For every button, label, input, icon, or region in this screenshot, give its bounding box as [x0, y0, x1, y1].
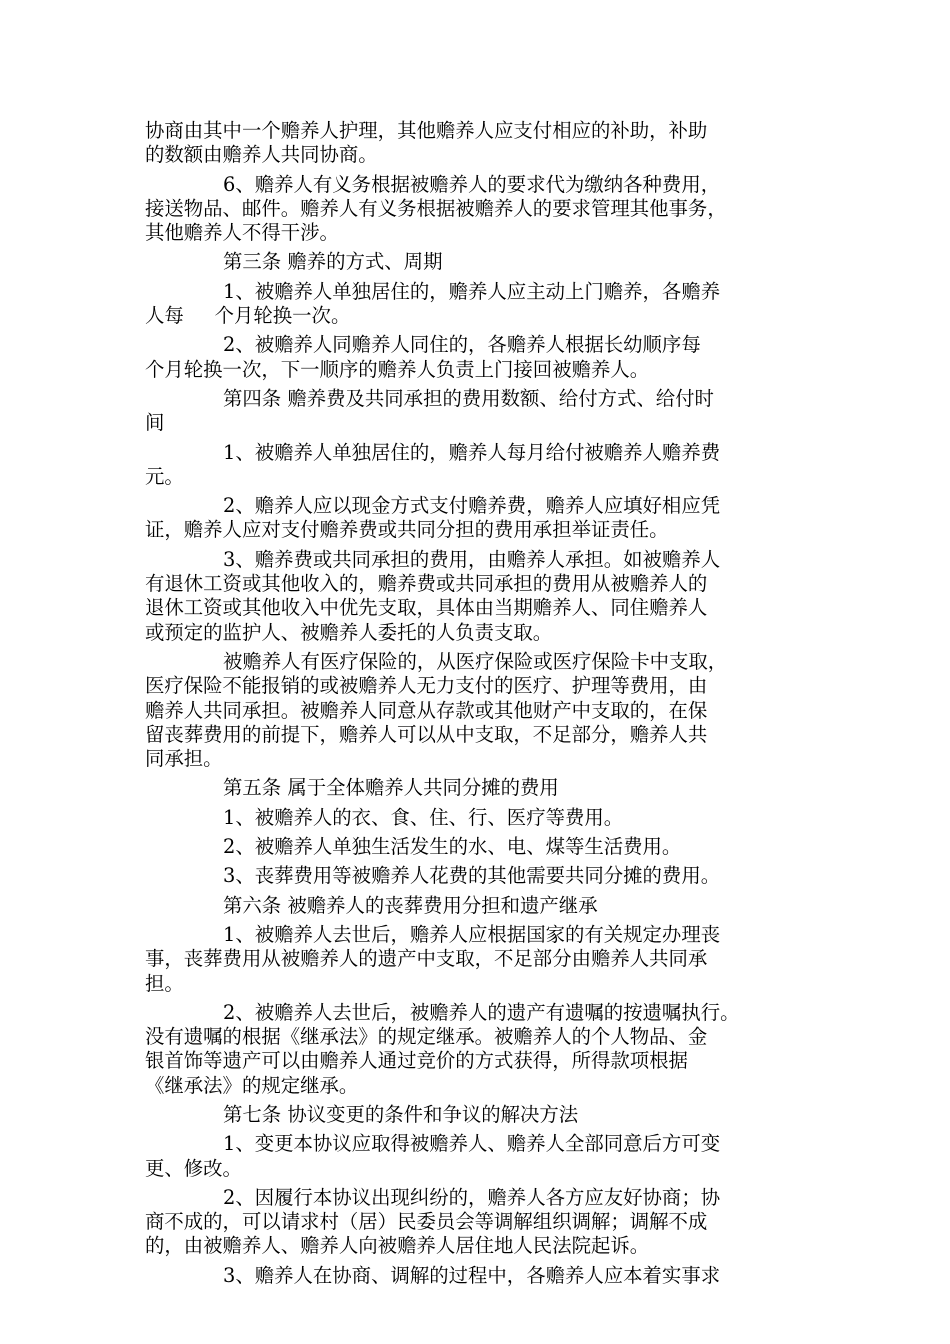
text-line: 的数额由赡养人共同协商。 — [145, 143, 378, 167]
section-heading: 第四条 赡养费及共同承担的费用数额、给付方式、给付时 — [223, 386, 714, 410]
text-line: 被赡养人有医疗保险的，从医疗保险或医疗保险卡中支取， — [223, 649, 728, 673]
text-line: 接送物品、邮件。赡养人有义务根据被赡养人的要求管理其他事务， — [145, 196, 727, 220]
text-line: 2、被赡养人同赡养人同住的，各赡养人根据长幼顺序每 — [223, 333, 701, 357]
text-line: 其他赡养人不得干涉。 — [145, 221, 339, 245]
section-heading: 第五条 属于全体赡养人共同分摊的费用 — [223, 776, 559, 800]
text-line: 退休工资或其他收入中优先支取，具体由当期赡养人、同住赡养人 — [145, 596, 708, 620]
text-line: 2、被赡养人去世后，被赡养人的遗产有遗嘱的按遗嘱执行。 — [223, 1000, 740, 1024]
text-line: 1、被赡养人的衣、食、住、行、医疗等费用。 — [223, 805, 624, 829]
text-line: 有退休工资或其他收入的，赡养费或共同承担的费用从被赡养人的 — [145, 572, 708, 596]
text-line: 1、被赡养人单独居住的，赡养人应主动上门赡养，各赡养 — [223, 279, 721, 303]
text-line: 《继承法》的规定继承。 — [145, 1073, 359, 1097]
text-line: 人每 个月轮换一次。 — [145, 304, 351, 328]
text-line: 证，赡养人应对支付赡养费或共同分担的费用承担举证责任。 — [145, 518, 669, 542]
text-line: 或预定的监护人、被赡养人委托的人负责支取。 — [145, 620, 553, 644]
section-heading: 第七条 协议变更的条件和争议的解决方法 — [223, 1102, 579, 1126]
text-line: 担。 — [145, 971, 184, 995]
document-body — [145, 119, 825, 1288]
text-line: 2、赡养人应以现金方式支付赡养费，赡养人应填好相应凭 — [223, 494, 721, 518]
text-line: 2、被赡养人单独生活发生的水、电、煤等生活费用。 — [223, 835, 682, 859]
text-line: 3、赡养人在协商、调解的过程中，各赡养人应本着实事求 — [223, 1263, 721, 1287]
text-line: 协商由其中一个赡养人护理，其他赡养人应支付相应的补助，补助 — [145, 119, 708, 142]
text-line: 间 — [145, 411, 165, 435]
text-line: 同承担。 — [145, 747, 223, 771]
text-line: 2、因履行本协议出现纠纷的，赡养人各方应友好协商；协 — [223, 1185, 721, 1209]
text-line: 更、修改。 — [145, 1156, 242, 1180]
text-line: 银首饰等遗产可以由赡养人通过竞价的方式获得，所得款项根据 — [145, 1049, 688, 1073]
section-heading: 第六条 被赡养人的丧葬费用分担和遗产继承 — [223, 893, 598, 917]
text-line: 6、赡养人有义务根据被赡养人的要求代为缴纳各种费用， — [223, 172, 721, 196]
text-line: 留丧葬费用的前提下，赡养人可以从中支取，不足部分，赡养人共 — [145, 722, 708, 746]
text-line: 1、被赡养人单独居住的，赡养人每月给付被赡养人赡养费 — [223, 440, 721, 464]
text-line: 医疗保险不能报销的或被赡养人无力支付的医疗、护理等费用，由 — [145, 674, 708, 698]
text-line: 事，丧葬费用从被赡养人的遗产中支取，不足部分由赡养人共同承 — [145, 947, 708, 971]
text-line: 1、变更本协议应取得被赡养人、赡养人全部同意后方可变 — [223, 1132, 721, 1156]
text-line: 赡养人共同承担。被赡养人同意从存款或其他财产中支取的，在保 — [145, 698, 708, 722]
text-line: 没有遗嘱的根据《继承法》的规定继承。被赡养人的个人物品、金 — [145, 1025, 708, 1049]
section-heading: 第三条 赡养的方式、周期 — [223, 250, 443, 274]
text-line: 3、赡养费或共同承担的费用，由赡养人承担。如被赡养人 — [223, 547, 721, 571]
text-line: 1、被赡养人去世后，赡养人应根据国家的有关规定办理丧 — [223, 922, 721, 946]
text-line: 商不成的，可以请求村（居）民委员会等调解组织调解；调解不成 — [145, 1210, 708, 1234]
text-line: 的，由被赡养人、赡养人向被赡养人居住地人民法院起诉。 — [145, 1234, 650, 1258]
text-line: 个月轮换一次，下一顺序的赡养人负责上门接回被赡养人。 — [145, 357, 650, 381]
text-line: 元。 — [145, 464, 184, 488]
text-line: 3、丧葬费用等被赡养人花费的其他需要共同分摊的费用。 — [223, 864, 721, 888]
